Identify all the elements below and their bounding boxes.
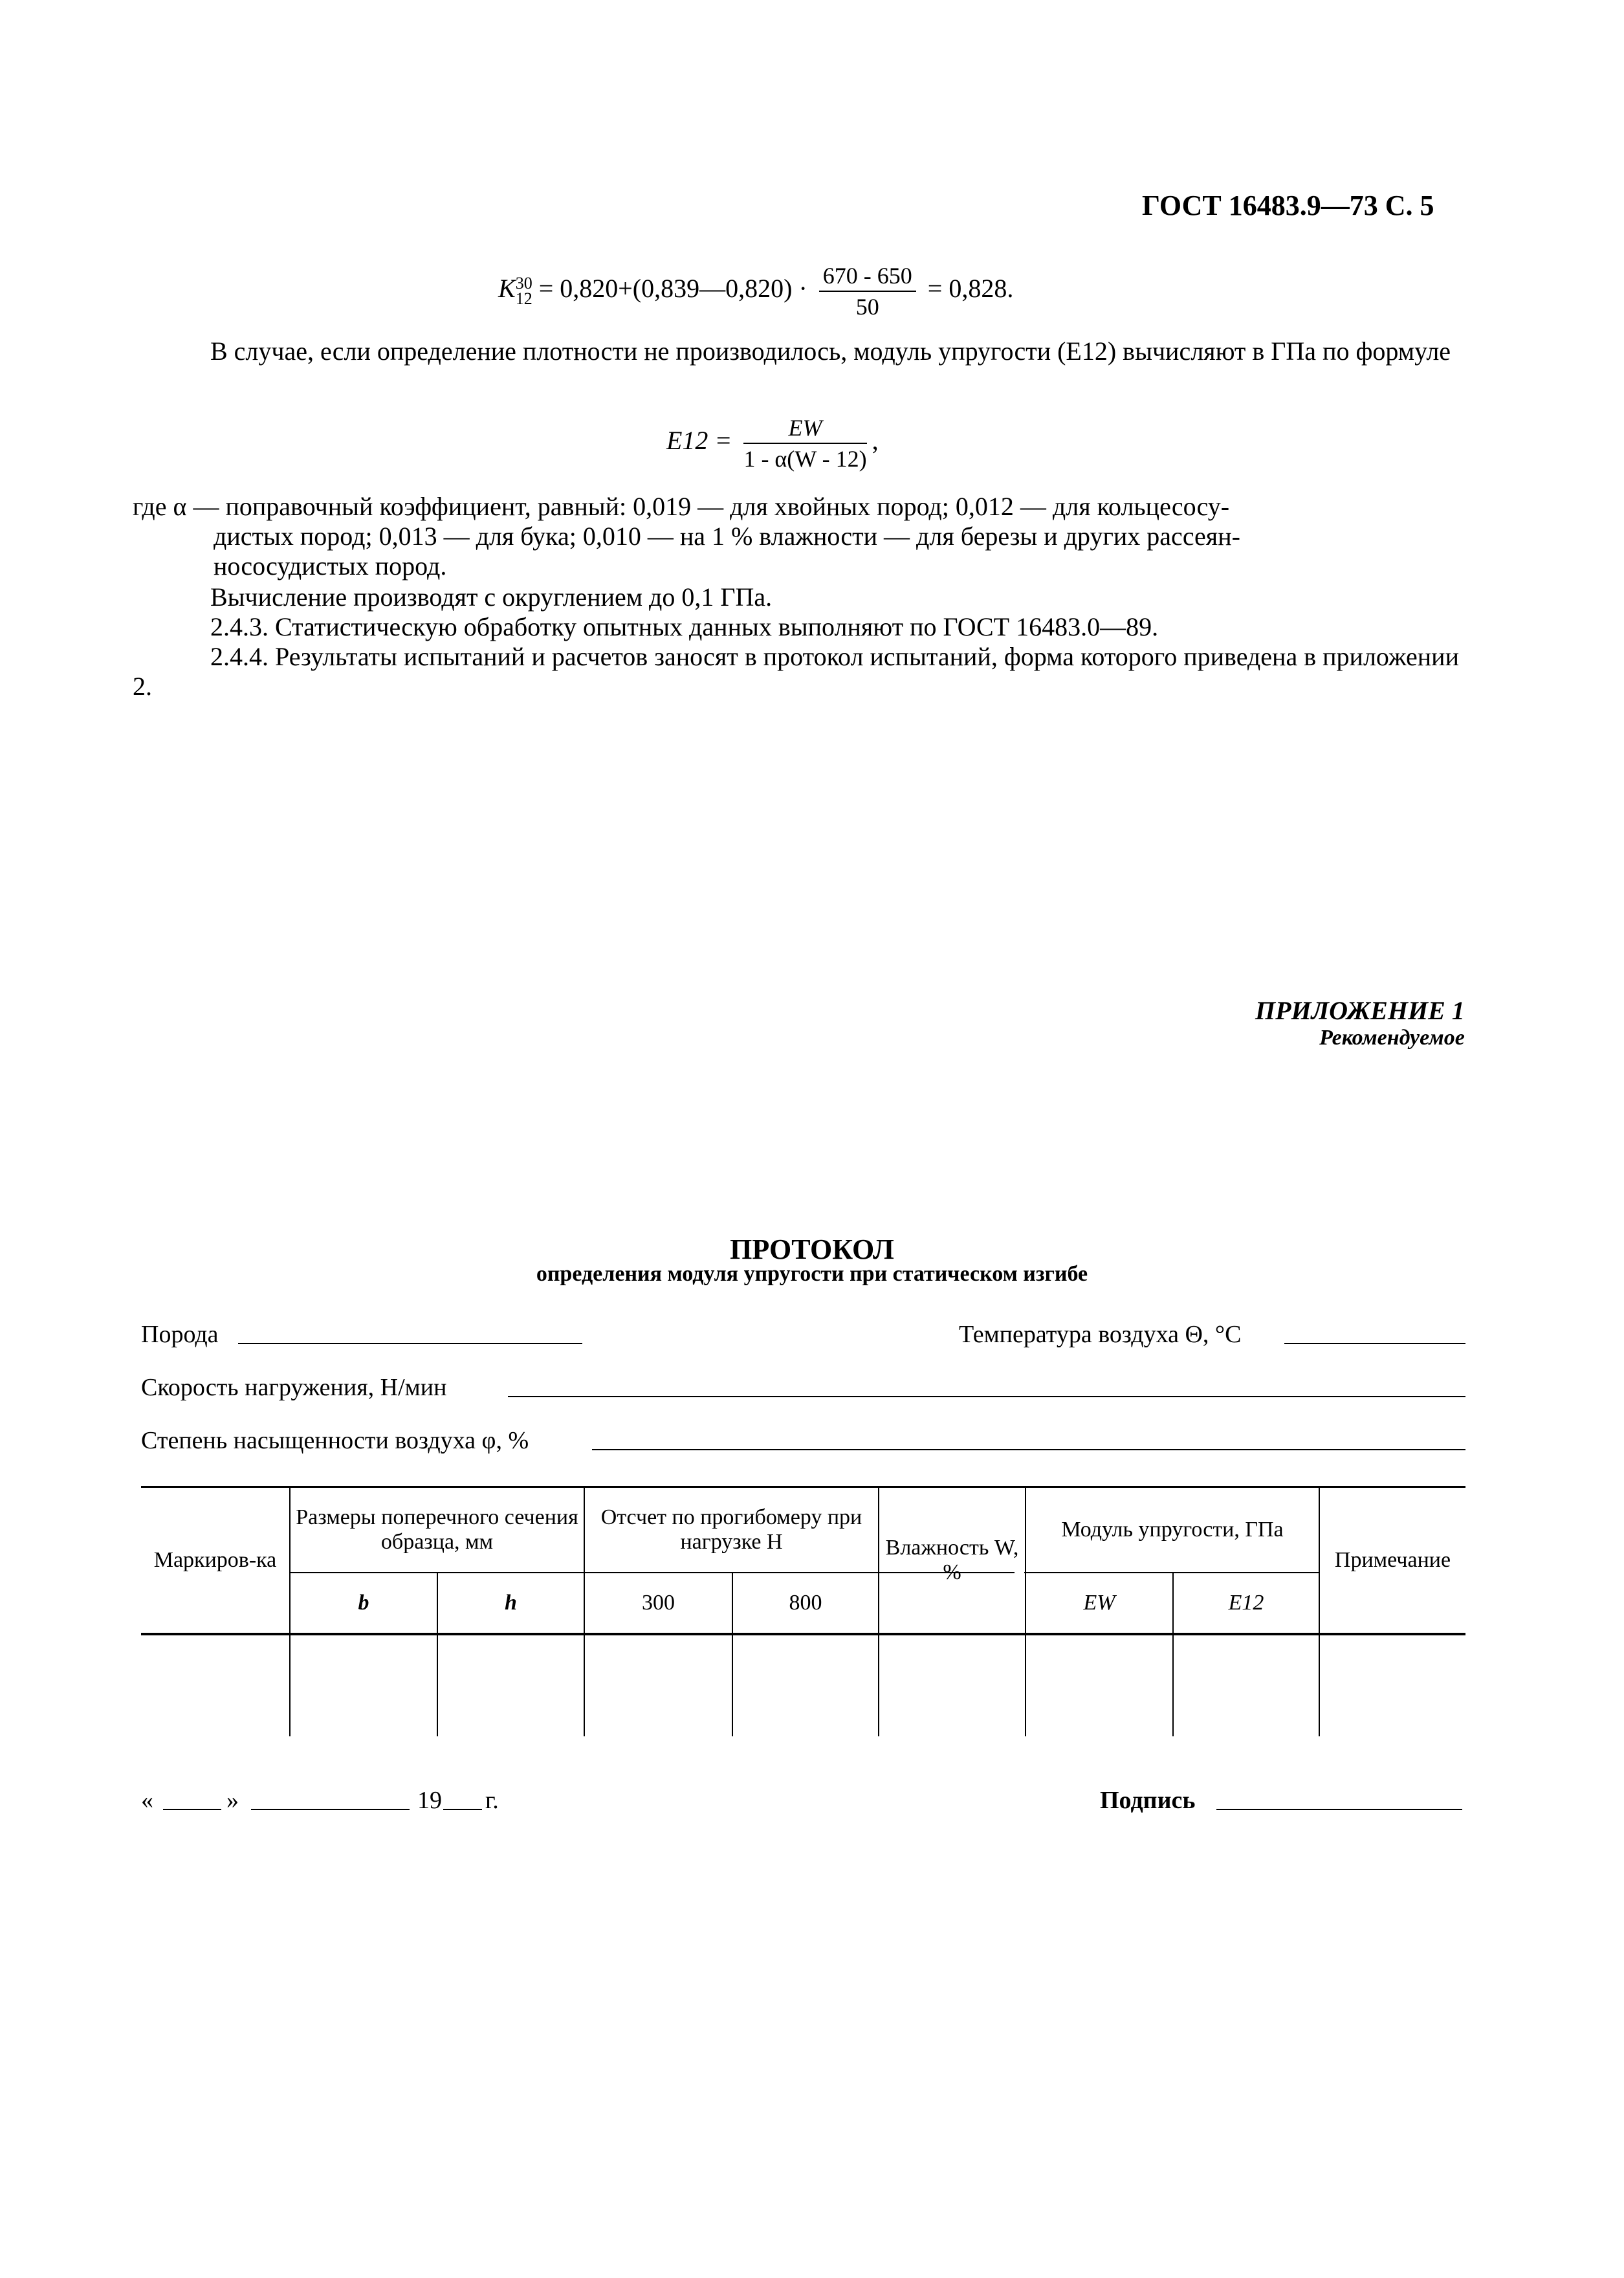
air-saturation-field-line[interactable]	[592, 1449, 1465, 1450]
label-temperature: Температура воздуха Θ, °С	[959, 1321, 1242, 1348]
subheader-ew: EW	[1083, 1591, 1115, 1615]
explanation-line-1: где α — поправочный коэффициент, равный: 0,019 — для хвойных пород; 0,012 — для кольцесосу-	[133, 492, 1230, 521]
temperature-field-line[interactable]	[1284, 1343, 1465, 1344]
formula-k-result: = 0,828.	[927, 274, 1014, 304]
label-porod: Порода	[141, 1321, 219, 1348]
protocol-title: ПРОТОКОЛ	[730, 1233, 894, 1265]
formula-k-fraction	[819, 262, 916, 320]
explanation-line-3: нососудистых пород.	[214, 551, 447, 581]
protocol-subtitle: определения модуля упругости при статическом изгибе	[536, 1262, 1088, 1286]
paragraph-2-4-3: 2.4.3. Статистическую обработку опытных данных выполняют по ГОСТ 16483.0—89.	[210, 612, 1159, 641]
formula-k-coefficient	[498, 262, 1013, 327]
label-load-speed: Скорость нагружения, Н/мин	[141, 1374, 447, 1401]
header-humidity: Влажность W, %	[885, 1535, 1019, 1584]
label-air-saturation: Степень насыщенности воздуха φ, %	[141, 1427, 529, 1454]
date-quote-close: »	[226, 1787, 239, 1814]
subheader-h: h	[505, 1591, 517, 1615]
explanation-line-2: дистых пород; 0,013 — для бука; 0,010 — на 1 % влажности — для березы и других рассеян-	[214, 522, 1240, 551]
signature-label: Подпись	[1100, 1787, 1196, 1814]
paragraph-2-4-4: 2.4.4. Результаты испытаний и расчетов заносят в протокол испытаний, форма которого приведена в приложении 2.	[133, 642, 1459, 701]
subheader-b: b	[358, 1591, 369, 1615]
formula-e12-numerator: EW	[743, 414, 866, 444]
subheader-300: 300	[642, 1591, 675, 1615]
formula-k-denominator: 50	[855, 294, 879, 320]
page-header: ГОСТ 16483.9—73 С. 5	[1142, 190, 1434, 221]
formula-e12	[666, 414, 879, 472]
paragraph-rounding: Вычисление производят с округлением до 0,1 ГПа.	[210, 582, 773, 612]
formula-k-expression: = 0,820+(0,839—0,820) ·	[538, 274, 807, 304]
appendix-note: Рекомендуемое	[1319, 1026, 1465, 1050]
appendix-title: ПРИЛОЖЕНИЕ 1	[1255, 996, 1465, 1025]
paragraph-modulus: В случае, если определение плотности не производилось, модуль упругости (E12) вычисляют в ГПа по формуле	[210, 337, 1451, 366]
signature-line[interactable]	[1216, 1809, 1462, 1810]
formula-k-numerator: 670 - 650	[819, 262, 916, 292]
formula-e12-fraction	[743, 414, 866, 472]
date-day-line[interactable]	[163, 1809, 221, 1810]
load-speed-field-line[interactable]	[508, 1396, 1465, 1397]
coefficient-explanation	[133, 492, 1459, 581]
date-year-line[interactable]	[443, 1809, 482, 1810]
formula-k-superscript: 30	[515, 274, 532, 293]
header-deflection: Отсчет по прогибомеру при нагрузке Н	[600, 1505, 862, 1554]
subheader-800: 800	[789, 1591, 822, 1615]
date-year-suffix: г.	[485, 1787, 499, 1814]
formula-k-subscript: 12	[515, 289, 532, 308]
header-marking: Маркиров-ка	[153, 1547, 277, 1572]
date-quote-open: «	[141, 1787, 153, 1814]
porod-field-line[interactable]	[238, 1343, 582, 1344]
appendix-label	[1255, 995, 1465, 1050]
formula-e12-denominator: 1 - α(W - 12)	[743, 446, 867, 472]
header-dimensions: Размеры поперечного сечения образца, мм	[296, 1505, 578, 1554]
table-row[interactable]	[141, 1635, 1465, 1736]
formula-k-symbol: K	[498, 274, 516, 304]
formula-e12-tail: ,	[872, 426, 879, 456]
date-month-line[interactable]	[251, 1809, 410, 1810]
header-modulus: Модуль упругости, ГПа	[1061, 1517, 1284, 1542]
subheader-e12: E12	[1228, 1591, 1264, 1615]
header-note: Примечание	[1334, 1547, 1451, 1572]
formula-e12-lhs: E12 =	[666, 426, 732, 456]
date-year-prefix: 19	[417, 1787, 442, 1814]
